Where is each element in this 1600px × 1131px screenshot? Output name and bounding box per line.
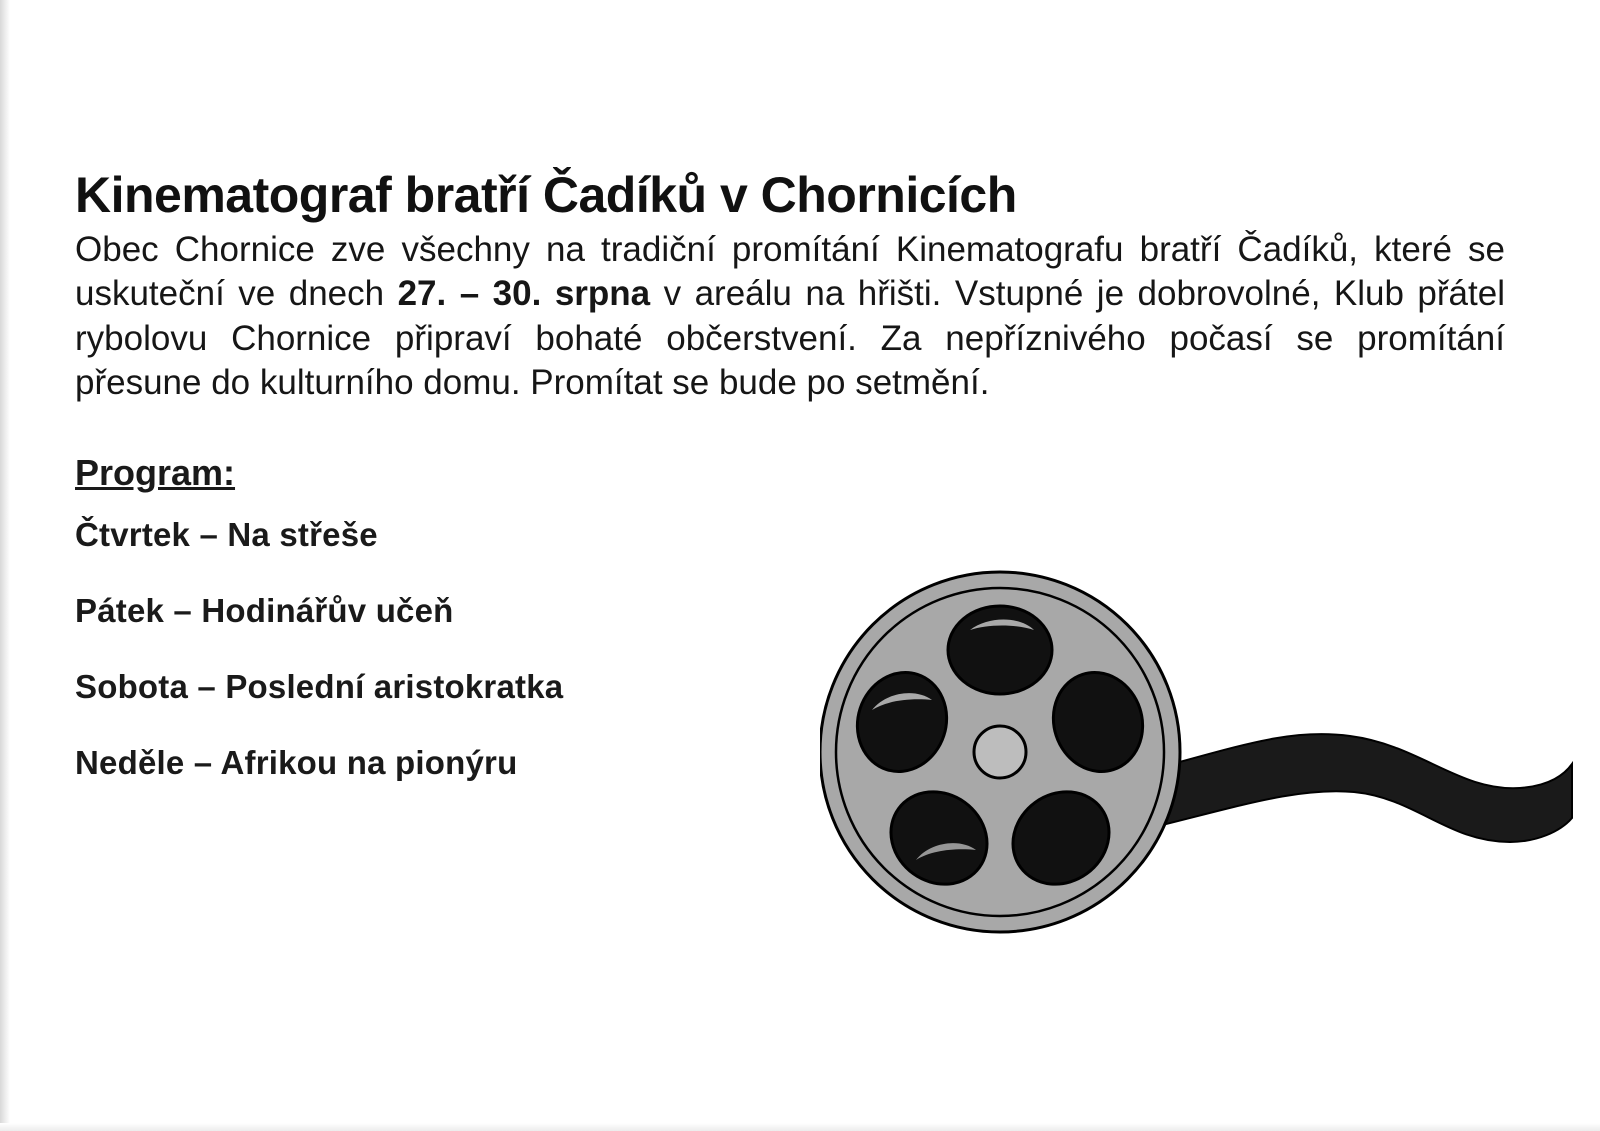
film-strip [1150,734,1572,842]
list-item: Pátek – Hodinářův učeň [75,591,454,629]
list-item: Neděle – Afrikou na pionýru [75,743,518,781]
reel-hole [948,606,1052,694]
list-item: Sobota – Poslední aristokratka [75,667,564,705]
scan-edge-left [0,0,10,1131]
program-heading: Program: [75,451,236,493]
intro-text-part1: Obec Chornice zve všechny na tradiční promítání Kinematografu bratří Čadíků, které se uskuteční ve dnech [75,230,1505,314]
intro-paragraph [75,228,1505,406]
scan-edge-bottom [0,1123,1600,1131]
film-reel-icon [820,560,1580,950]
film-reel-illustration [820,560,1580,950]
page-title: Kinematograf bratří Čadíků v Chornicích [75,167,1017,223]
list-item: Čtvrtek – Na střeše [75,515,378,553]
intro-text-part2: v areálu na hřišti. Vstupné je dobrovolné, Klub přátel rybolovu Chornice připraví bohaté občerstvení. Za nepříznivého počasí se promítání přesune do kulturního domu. Promítat se bude po setmění. [75,274,1505,403]
reel-hub [974,726,1026,778]
intro-dates-highlight: 27. – 30. srpna [397,274,651,314]
